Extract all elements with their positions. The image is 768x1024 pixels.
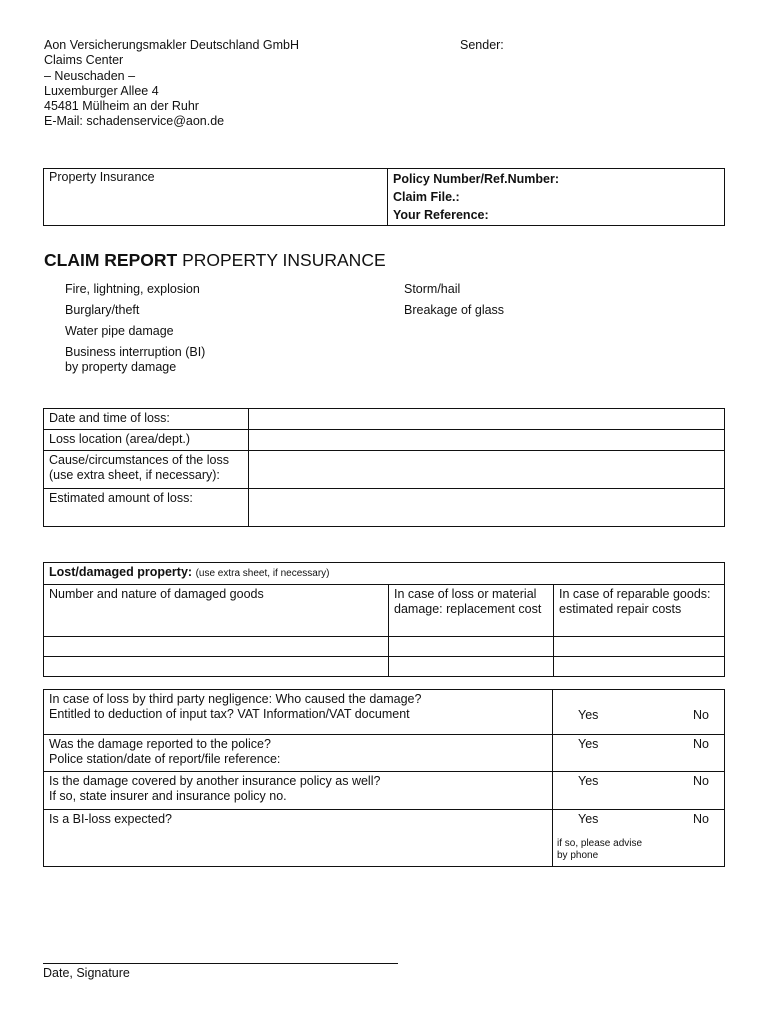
claim-file-label: Claim File.: [393, 190, 460, 204]
question-bi-loss-line1: Is a BI-loss expected? [49, 812, 172, 826]
cause-label [44, 451, 249, 489]
bi-phone-note [557, 838, 642, 862]
property-col2-line2: damage: replacement cost [394, 602, 542, 617]
answer-police [553, 735, 725, 772]
sender-label: Sender: [460, 38, 504, 52]
cause-text-line2: (use extra sheet, if necessary): [49, 468, 220, 483]
no-option[interactable]: No [693, 774, 709, 788]
question-third-party-line2: Entitled to deduction of input tax? VAT Information/VAT document [49, 707, 410, 722]
title-bold: CLAIM REPORT [44, 250, 178, 270]
insurance-type-cell [44, 169, 388, 226]
property-col3-line2: estimated repair costs [559, 602, 682, 617]
loss-type-glass[interactable]: Breakage of glass [404, 303, 505, 317]
question-police [44, 735, 553, 772]
policy-reference-cell[interactable] [388, 169, 725, 226]
address-email: E-Mail: schadenservice@aon.de [44, 114, 225, 129]
address-city: 45481 Mülheim an der Ruhr [44, 99, 199, 113]
no-option[interactable]: No [693, 708, 709, 722]
date-time-label [44, 409, 249, 430]
amount-field[interactable] [249, 489, 725, 527]
address-subdepartment: – Neuschaden – [44, 68, 136, 83]
question-police-line2: Police station/date of report/file reference: [49, 752, 281, 767]
amount-label [44, 489, 249, 527]
signature-label: Date, Signature [43, 966, 130, 980]
bi-phone-note-line1: if so, please advise [557, 838, 643, 849]
property-row1-replacement[interactable] [389, 637, 554, 657]
question-other-insurance-line2: If so, state insurer and insurance policy no. [49, 789, 287, 804]
answer-other-insurance [553, 772, 725, 810]
loss-types-right [404, 282, 504, 324]
property-title-cell [44, 563, 725, 585]
location-text: Loss location (area/dept.) [49, 432, 191, 446]
signature-line[interactable] [43, 963, 398, 964]
property-row2-repair[interactable] [554, 657, 725, 677]
question-bi-loss [44, 810, 553, 867]
loss-type-water[interactable]: Water pipe damage [65, 324, 174, 338]
title-rest: PROPERTY INSURANCE [177, 250, 386, 270]
question-other-insurance [44, 772, 553, 810]
page-title [44, 250, 386, 271]
location-field[interactable] [249, 430, 725, 451]
property-title: Lost/damaged property: [49, 565, 193, 579]
date-time-field[interactable] [249, 409, 725, 430]
yes-option[interactable]: Yes [578, 774, 599, 788]
answer-bi-loss [553, 810, 725, 867]
amount-text: Estimated amount of loss: [49, 491, 193, 505]
property-note: (use extra sheet, if necessary) [195, 568, 330, 579]
cause-field[interactable] [249, 451, 725, 489]
loss-details-table [43, 408, 725, 527]
no-option[interactable]: No [693, 737, 709, 751]
insurance-type-label: Property Insurance [49, 170, 155, 184]
answer-third-party [553, 690, 725, 735]
loss-type-storm[interactable]: Storm/hail [404, 282, 461, 296]
loss-type-bi[interactable] [65, 345, 205, 375]
yes-option[interactable]: Yes [578, 708, 599, 722]
property-row1-repair[interactable] [554, 637, 725, 657]
property-row1-goods[interactable] [44, 637, 389, 657]
damaged-property-table [43, 562, 725, 677]
recipient-address [44, 38, 299, 130]
loss-types-left [65, 282, 205, 375]
property-col2-line1: In case of loss or material [394, 587, 537, 601]
loss-type-bi-line1: Business interruption (BI) [65, 345, 206, 359]
question-police-line1: Was the damage reported to the police? [49, 737, 271, 751]
loss-type-bi-line2: by property damage [65, 360, 177, 374]
loss-type-burglary[interactable]: Burglary/theft [65, 303, 140, 317]
question-third-party [44, 690, 553, 735]
question-third-party-line1: In case of loss by third party negligence: Who caused the damage? [49, 692, 422, 706]
address-department: Claims Center [44, 53, 124, 68]
bi-phone-note-line2: by phone [557, 850, 599, 861]
question-other-insurance-line1: Is the damage covered by another insurance policy as well? [49, 774, 381, 788]
loss-type-fire[interactable]: Fire, lightning, explosion [65, 282, 200, 296]
questions-table [43, 689, 725, 867]
property-col1-header [44, 585, 389, 637]
address-company: Aon Versicherungsmakler Deutschland GmbH [44, 38, 299, 52]
policy-number-label: Policy Number/Ref.Number: [393, 172, 560, 186]
property-row2-replacement[interactable] [389, 657, 554, 677]
your-reference-label: Your Reference: [393, 208, 489, 222]
property-col2-header [389, 585, 554, 637]
property-col3-line1: In case of reparable goods: [559, 587, 711, 601]
location-label [44, 430, 249, 451]
date-time-text: Date and time of loss: [49, 411, 170, 425]
cause-text-line1: Cause/circumstances of the loss [49, 453, 229, 467]
policy-header-table [43, 168, 725, 226]
yes-option[interactable]: Yes [578, 812, 599, 826]
yes-option[interactable]: Yes [578, 737, 599, 751]
property-col3-header [554, 585, 725, 637]
address-street: Luxemburger Allee 4 [44, 83, 159, 98]
property-col1-text: Number and nature of damaged goods [49, 587, 264, 601]
no-option[interactable]: No [693, 812, 709, 826]
property-row2-goods[interactable] [44, 657, 389, 677]
